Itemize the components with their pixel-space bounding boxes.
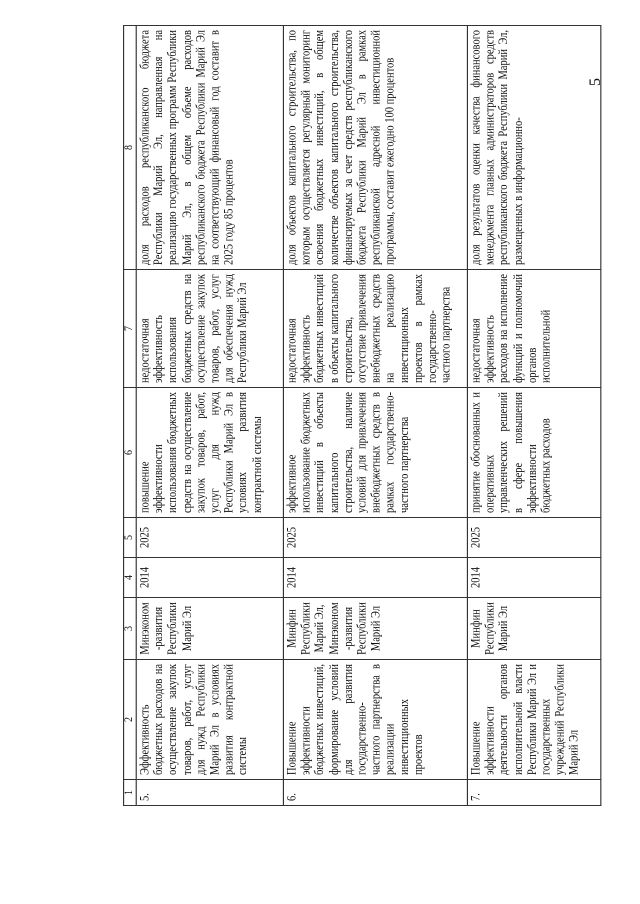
indicator: доля объектов капитального строительства, по которым осуществляется регулярный мониторинг освоения бюджетных инвестиций, в общем количестве объектов капитального строительства, финансируемых за счет средств республиканского бюджета Республики Марий Эл в рамках республиканской адресной инвестиционной программы, составит ежегодно 100 процентов bbox=[283, 26, 467, 270]
page-number: 5 bbox=[587, 78, 604, 86]
expected-result: принятие обоснованных и оперативных управленческих решений в сфере повышения эффективности бюджетных расходов bbox=[467, 388, 600, 518]
end-year: 2025 bbox=[283, 518, 467, 558]
table-row bbox=[467, 26, 600, 806]
rotated-table-container bbox=[123, 26, 601, 806]
consequences: недостаточная эффективность расходов на исполнение функций и полномочий органов исполнительной bbox=[467, 270, 600, 388]
indicator: доля результатов оценки качества финансового менеджмента главных администраторов средств республиканского бюджета Республики Марий Эл, размещенных в информационно- bbox=[467, 26, 600, 270]
col-header-6: 6 bbox=[124, 388, 137, 518]
indicator: доля расходов республиканского бюджета Республики Марий Эл, направленная на реализацию государственных программ Республики Марий Эл, в общем объеме расходов республиканского бюджета Республики Марий Эл на соответствующий финансовый год составит в 2025 году 85 процентов bbox=[136, 26, 283, 270]
col-header-2: 2 bbox=[124, 660, 137, 780]
col-header-3: 3 bbox=[124, 598, 137, 660]
executor: Минфин Республики Марий Эл bbox=[467, 598, 600, 660]
expected-result: эффективное использование бюджетных инвестиций в объекты капитального строительства, наличие условий для привлечения внебюджетных средств в рамках государственно-частного партнерства bbox=[283, 388, 467, 518]
measure-name: Эффективность бюджетных расходов на осуществление закупок товаров, работ, услуг для нужд Республики Марий Эл в условиях развития контрактной системы bbox=[136, 660, 283, 780]
consequences: недостаточная эффективность использования бюджетных средств на осуществление закупок товаров, работ, услуг для обеспечения нужд Республики Марий Эл bbox=[136, 270, 283, 388]
executor: Минфин Республики Марий Эл, Минэконом-развития Республики Марий Эл bbox=[283, 598, 467, 660]
start-year: 2014 bbox=[283, 558, 467, 598]
table-row bbox=[283, 26, 467, 806]
header-row bbox=[124, 26, 137, 806]
row-number: 5. bbox=[136, 780, 283, 806]
measure-name: Повышение эффективности деятельности органов исполнительной власти Республики Марий Эл и государственных учреждений Республики Марий Эл bbox=[467, 660, 600, 780]
row-number: 7. bbox=[467, 780, 600, 806]
col-header-5: 5 bbox=[124, 518, 137, 558]
end-year: 2025 bbox=[136, 518, 283, 558]
start-year: 2014 bbox=[136, 558, 283, 598]
start-year: 2014 bbox=[467, 558, 600, 598]
executor: Минэконом-развития Республики Марий Эл bbox=[136, 598, 283, 660]
table-row bbox=[136, 26, 283, 806]
consequences: недостаточная эффективность бюджетных инвестиций в объекты капитального строительства, отсутствие привлечения внебюджетных средств на реализацию инвестиционных проектов в рамках государственно-частного партнерства bbox=[283, 270, 467, 388]
row-number: 6. bbox=[283, 780, 467, 806]
col-header-1: 1 bbox=[124, 780, 137, 806]
expected-result: повышение эффективности использования бюджетных средств на осуществление закупок товаров, работ, услуг для нужд Республики Марий Эл в условиях развития контрактной системы bbox=[136, 388, 283, 518]
measures-table bbox=[123, 25, 601, 806]
measure-name: Повышение эффективности бюджетных инвестиций, формирование условий для развития государственно-частного партнерства в реализации инвестиционных проектов bbox=[283, 660, 467, 780]
col-header-4: 4 bbox=[124, 558, 137, 598]
col-header-8: 8 bbox=[124, 26, 137, 270]
col-header-7: 7 bbox=[124, 270, 137, 388]
end-year: 2025 bbox=[467, 518, 600, 558]
